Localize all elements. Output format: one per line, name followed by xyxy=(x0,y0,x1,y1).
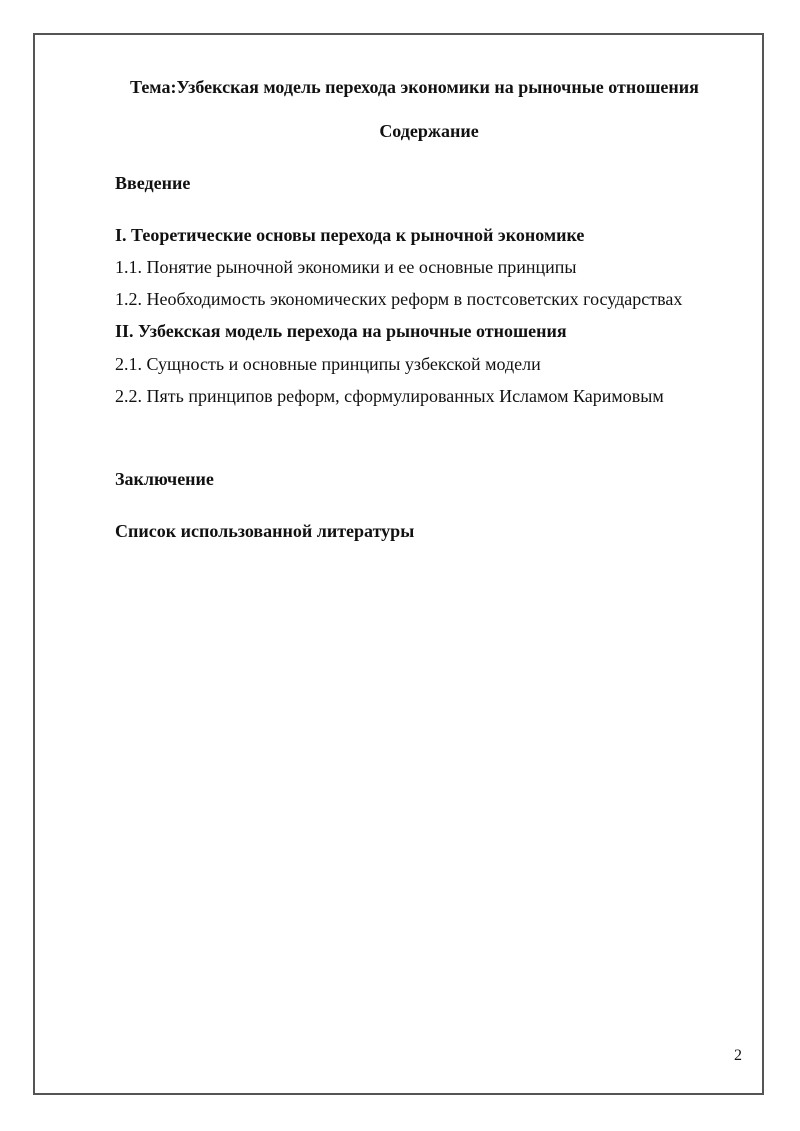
toc-entry-chapter-2: II. Узбекская модель перехода на рыночные отношения xyxy=(115,321,567,341)
toc-entry-section-1-2: 1.2. Необходимость экономических реформ в постсоветских государствах xyxy=(115,289,683,309)
toc-entry-section-1-1: 1.1. Понятие рыночной экономики и ее основные принципы xyxy=(115,257,577,277)
toc-entry-introduction: Введение xyxy=(115,173,191,193)
toc-entry-conclusion: Заключение xyxy=(115,469,214,489)
document-title: Тема:Узбекская модель перехода экономики на рыночные отношения xyxy=(130,77,699,97)
toc-entry-bibliography: Список использованной литературы xyxy=(115,521,415,541)
toc-entry-section-2-2: 2.2. Пять принципов реформ, сформулированных Исламом Каримовым xyxy=(115,386,664,406)
toc-heading: Содержание xyxy=(379,121,479,141)
toc-entry-chapter-1: I. Теоретические основы перехода к рыночной экономике xyxy=(115,225,585,245)
toc-entry-section-2-1: 2.1. Сущность и основные принципы узбекской модели xyxy=(115,354,541,374)
page-number: 2 xyxy=(734,1047,742,1064)
